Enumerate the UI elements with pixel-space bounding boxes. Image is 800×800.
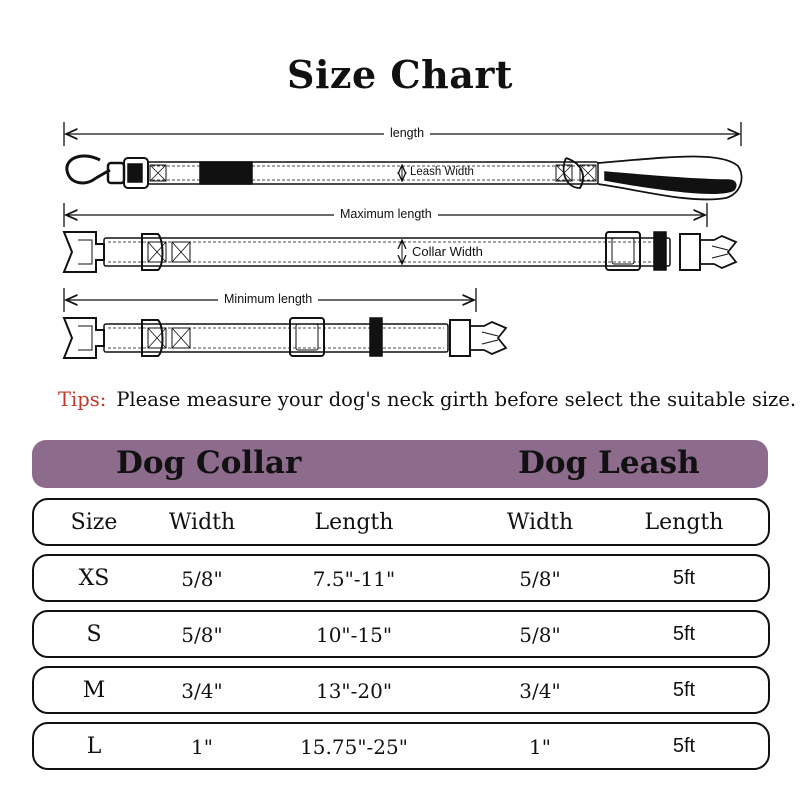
max-length-label: Maximum length xyxy=(334,207,438,221)
leash-width-cell: 5/8" xyxy=(519,567,561,591)
tips-label: Tips: xyxy=(58,388,107,411)
collar-length-cell: 15.75"-25" xyxy=(300,735,408,759)
size-cell: S xyxy=(86,622,102,647)
size-cell: M xyxy=(82,678,106,703)
collar-min-drawing xyxy=(64,318,506,358)
length-label: length xyxy=(384,126,430,140)
size-cell: L xyxy=(86,734,102,759)
column-header-row xyxy=(32,498,770,546)
dog-leash-heading: Dog Leash xyxy=(518,445,700,481)
product-diagram xyxy=(0,0,800,380)
collar-max-drawing xyxy=(64,232,736,272)
collar-width-label: Collar Width xyxy=(412,244,483,259)
column-header: Length xyxy=(644,510,724,535)
leash-width-cell: 1" xyxy=(529,735,551,759)
min-length-label: Minimum length xyxy=(218,292,318,306)
collar-width-cell: 5/8" xyxy=(181,623,223,647)
table-row xyxy=(32,722,770,770)
collar-width-cell: 5/8" xyxy=(181,567,223,591)
collar-width-cell: 3/4" xyxy=(181,679,223,703)
leash-length-cell: 5ft xyxy=(672,623,696,645)
leash-length-cell: 5ft xyxy=(672,735,696,757)
leash-width-label: Leash Width xyxy=(410,166,474,178)
size-cell: XS xyxy=(78,566,110,591)
leash-length-cell: 5ft xyxy=(672,567,696,589)
tips-line xyxy=(58,388,796,411)
collar-width-cell: 1" xyxy=(191,735,213,759)
table-row xyxy=(32,666,770,714)
column-header: Width xyxy=(506,510,574,535)
column-header: Width xyxy=(168,510,236,535)
tips-text: Please measure your dog's neck girth before select the suitable size. xyxy=(116,388,797,411)
collar-length-cell: 13"-20" xyxy=(315,679,393,703)
leash-width-cell: 3/4" xyxy=(519,679,561,703)
column-header: Length xyxy=(314,510,394,535)
table-row xyxy=(32,554,770,602)
column-header: Size xyxy=(70,510,118,535)
leash-width-cell: 5/8" xyxy=(519,623,561,647)
collar-length-cell: 10"-15" xyxy=(315,623,393,647)
table-row xyxy=(32,610,770,658)
dog-collar-heading: Dog Collar xyxy=(116,445,302,481)
collar-length-cell: 7.5"-11" xyxy=(312,567,396,591)
page-title: Size Chart xyxy=(287,52,513,97)
leash-length-cell: 5ft xyxy=(672,679,696,701)
